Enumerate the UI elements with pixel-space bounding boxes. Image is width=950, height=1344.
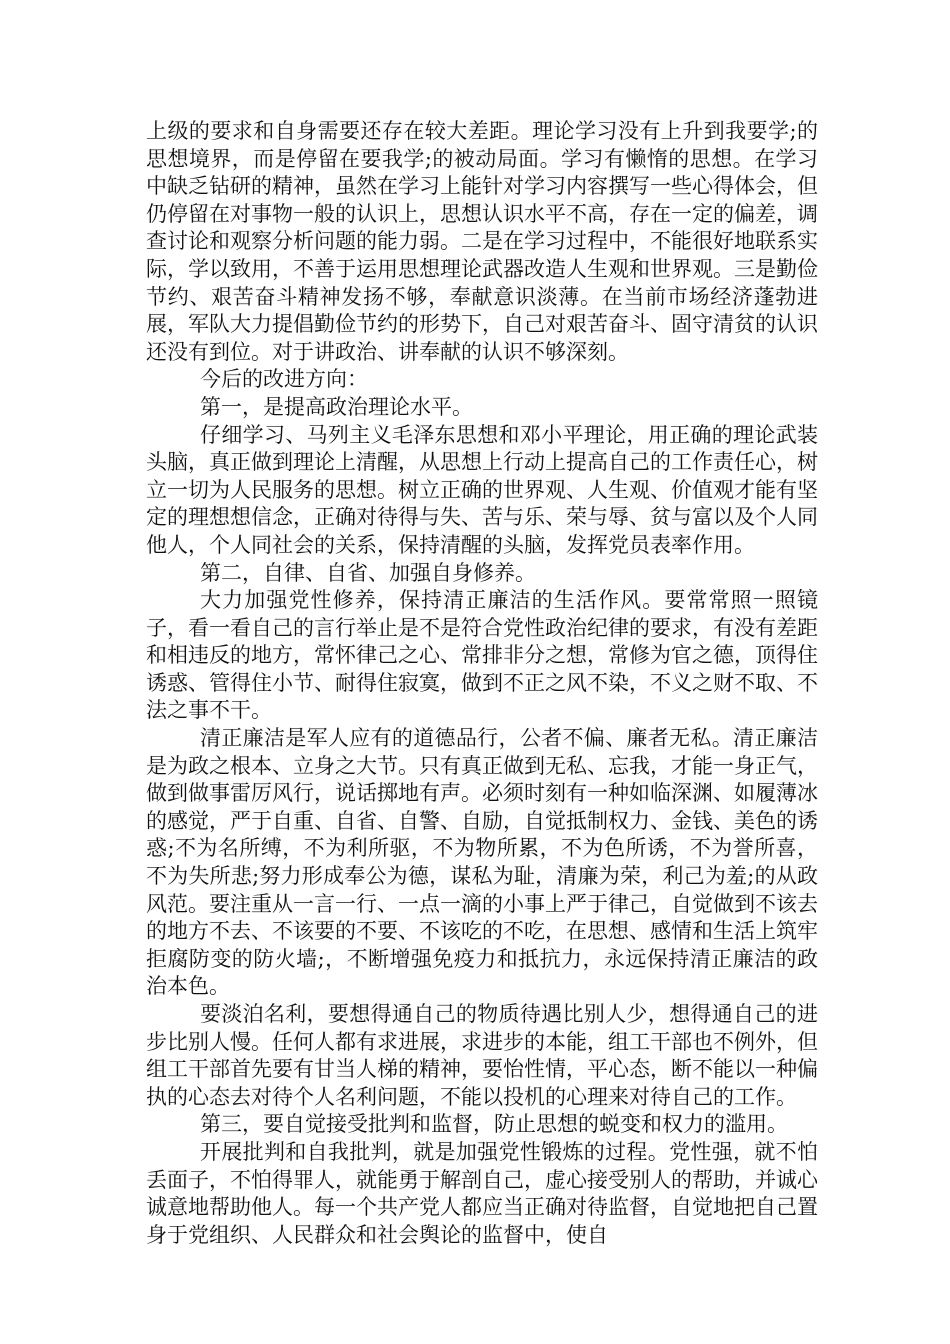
paragraph-9: 第三，要自觉接受批判和监督，防止思想的蜕变和权力的滥用。 [200,1112,788,1137]
paragraph-4: 仔细学习、马列主义毛泽东思想和邓小平理论，用正确的理论武装头脑，真正做到理论上清醒，从思想上行动上提高自己的工作责任心，树立一切为人民服务的思想。树立正确的世界观、人生观、价值观才能有坚定的理想想信念，正确对待得与失、苦与乐、荣与辱、贫与富以及个人同他人，个人同社会的关系，保持清醒的头脑，发挥党员表率作用。 [146,422,818,557]
paragraph-10: 开展批判和自我批判，就是加强党性锻炼的过程。党性强，就不怕丢面子，不怕得罪人，就能勇于解剖自己，虚心接受别人的帮助，并诚心诚意地帮助他人。每一个共产党人都应当正确对待监督，自觉地把自己置身于党组织、人民群众和社会舆论的监督中，使自 [146,1139,818,1247]
paragraph-5: 第二，自律、自省、加强自身修养。 [200,560,536,585]
paragraph-2: 今后的改进方向： [200,367,368,392]
paragraph-1: 上级的要求和自身需要还存在较大差距。理论学习没有上升到我要学;的思想境界，而是停留在要我学;的被动局面。学习有懒惰的思想。在学习中缺乏钻研的精神，虽然在学习上能针对学习内容撰写一些心得体会，但仍停留在对事物一般的认识上，思想认识水平不高，存在一定的偏差，调查讨论和观察分析问题的能力弱。二是在学习过程中，不能很好地联系实际，学以致用，不善于运用思想理论武器改造人生观和世界观。三是勤俭节约、艰苦奋斗精神发扬不够，奉献意识淡薄。在当前市场经济蓬勃进展，军队大力提倡勤俭节约的形势下，自己对艰苦奋斗、固守清贫的认识还没有到位。对于讲政治、讲奉献的认识不够深刻。 [146,119,818,364]
document-body [146,118,818,1249]
paragraph-6: 大力加强党性修养，保持清正廉洁的生活作风。要常常照一照镜子，看一看自己的言行举止是不是符合党性政治纪律的要求，有没有差距和相违反的地方，常怀律己之心、常排非分之想，常修为官之德，顶得住诱惑、管得住小节、耐得住寂寞，做到不正之风不染，不义之财不取、不法之事不干。 [146,588,818,723]
paragraph-7: 清正廉洁是军人应有的道德品行，公者不偏、廉者无私。清正廉洁是为政之根本、立身之大节。只有真正做到无私、忘我，才能一身正气，做到做事雷厉风行，说话掷地有声。必须时刻有一种如临深渊、如履薄冰的感觉，严于自重、自省、自警、自励，自觉抵制权力、金钱、美色的诱惑;不为名所缚，不为利所驱，不为物所累，不为色所诱，不为誉所喜，不为失所悲;努力形成奉公为德，谋私为耻，清廉为荣，利己为羞;的从政风范。要注重从一言一行、一点一滴的小事上严于律己，自觉做到不该去的地方不去、不该要的不要、不该吃的不吃，在思想、感情和生活上筑牢拒腐防变的防火墙;，不断增强免疫力和抵抗力，永远保持清正廉洁的政治本色。 [146,726,818,999]
paragraph-3: 第一，是提高政治理论水平。 [200,394,473,419]
paragraph-8: 要淡泊名利，要想得通自己的物质待遇比别人少，想得通自己的进步比别人慢。任何人都有求进展，求进步的本能，组工干部也不例外，但组工干部首先要有甘当人梯的精神，要怡性情，平心态，断不能以一种偏执的心态去对待个人名利问题，不能以投机的心理来对待自己的工作。 [146,1002,818,1109]
